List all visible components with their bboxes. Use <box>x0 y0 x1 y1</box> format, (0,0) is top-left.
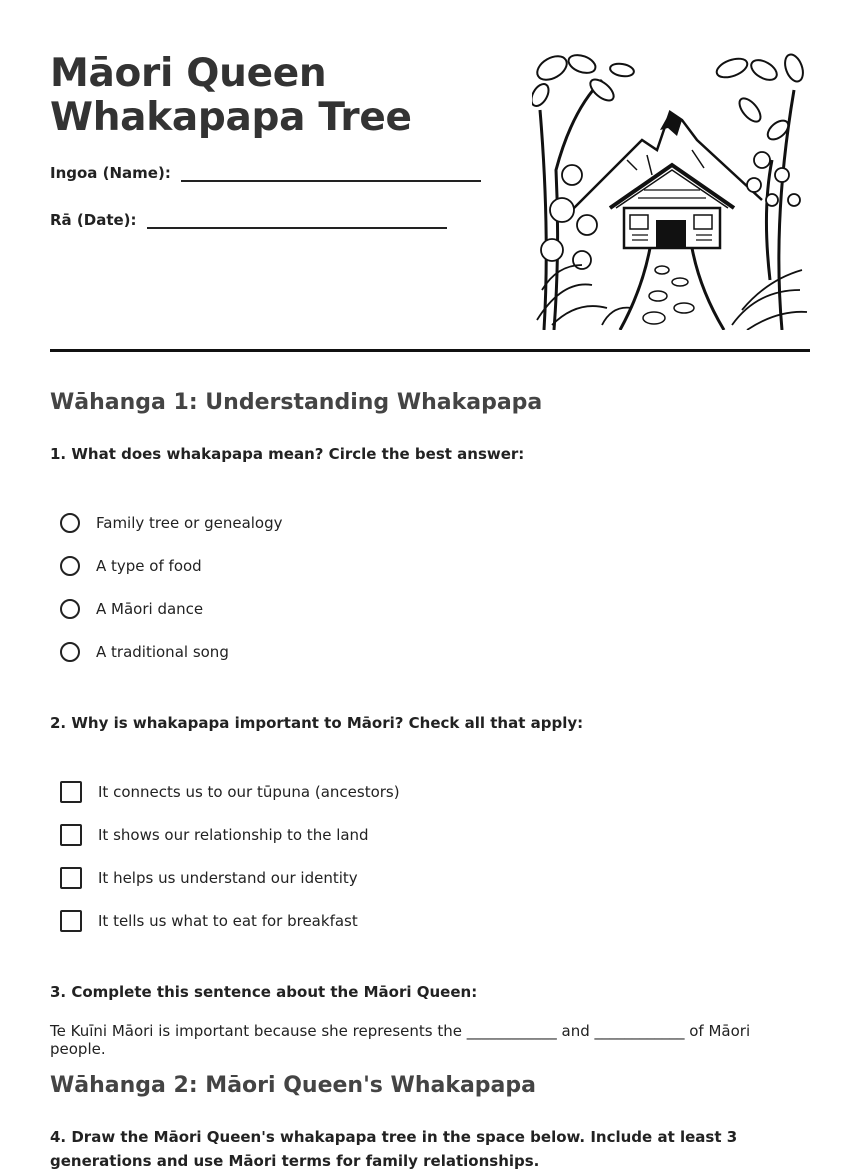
option-label: A traditional song <box>96 643 229 661</box>
option-label: It helps us understand our identity <box>98 869 358 887</box>
q2-option-3[interactable] <box>60 865 358 891</box>
q1-option-1[interactable] <box>60 510 283 536</box>
radio-circle-icon[interactable] <box>60 642 80 662</box>
name-label: Ingoa (Name): <box>50 164 171 182</box>
title-line-2: Whakapapa Tree <box>50 95 412 140</box>
radio-circle-icon[interactable] <box>60 599 80 619</box>
question-3: 3. Complete this sentence about the Māori Queen: <box>50 983 478 1001</box>
option-label: It shows our relationship to the land <box>98 826 369 844</box>
section-2-heading: Wāhanga 2: Māori Queen's Whakapapa <box>50 1073 536 1098</box>
date-field[interactable] <box>50 211 447 229</box>
q1-option-2[interactable] <box>60 553 202 579</box>
q2-option-4[interactable] <box>60 908 358 934</box>
title-line-1: Māori Queen <box>50 51 327 96</box>
checkbox-square-icon[interactable] <box>60 910 82 932</box>
q2-option-2[interactable] <box>60 822 369 848</box>
marae-illustration <box>532 50 810 330</box>
name-blank-line[interactable] <box>181 179 481 182</box>
option-label: It tells us what to eat for breakfast <box>98 912 358 930</box>
q1-option-4[interactable] <box>60 639 229 665</box>
page-title <box>50 52 412 140</box>
option-label: A Māori dance <box>96 600 204 618</box>
header-divider <box>50 349 810 352</box>
q1-option-3[interactable] <box>60 596 203 622</box>
question-1: 1. What does whakapapa mean? Circle the best answer: <box>50 445 525 463</box>
date-blank-line[interactable] <box>147 226 447 229</box>
section-1-heading: Wāhanga 1: Understanding Whakapapa <box>50 390 543 415</box>
radio-circle-icon[interactable] <box>60 513 80 533</box>
fill-in-sentence: Te Kuīni Māori is important because she represents the ____________ and ____________ of Māori people. <box>50 1022 751 1058</box>
name-field[interactable] <box>50 164 481 182</box>
checkbox-square-icon[interactable] <box>60 867 82 889</box>
question-4: 4. Draw the Māori Queen's whakapapa tree in the space below. Include at least 3 generations and use Māori terms for family relationships. <box>50 1128 738 1170</box>
date-label: Rā (Date): <box>50 211 137 229</box>
option-label: It connects us to our tūpuna (ancestors) <box>98 783 400 801</box>
q2-option-1[interactable] <box>60 779 400 805</box>
checkbox-square-icon[interactable] <box>60 781 82 803</box>
question-2: 2. Why is whakapapa important to Māori? Check all that apply: <box>50 714 584 732</box>
checkbox-square-icon[interactable] <box>60 824 82 846</box>
option-label: A type of food <box>96 557 202 575</box>
option-label: Family tree or genealogy <box>96 514 283 532</box>
radio-circle-icon[interactable] <box>60 556 80 576</box>
